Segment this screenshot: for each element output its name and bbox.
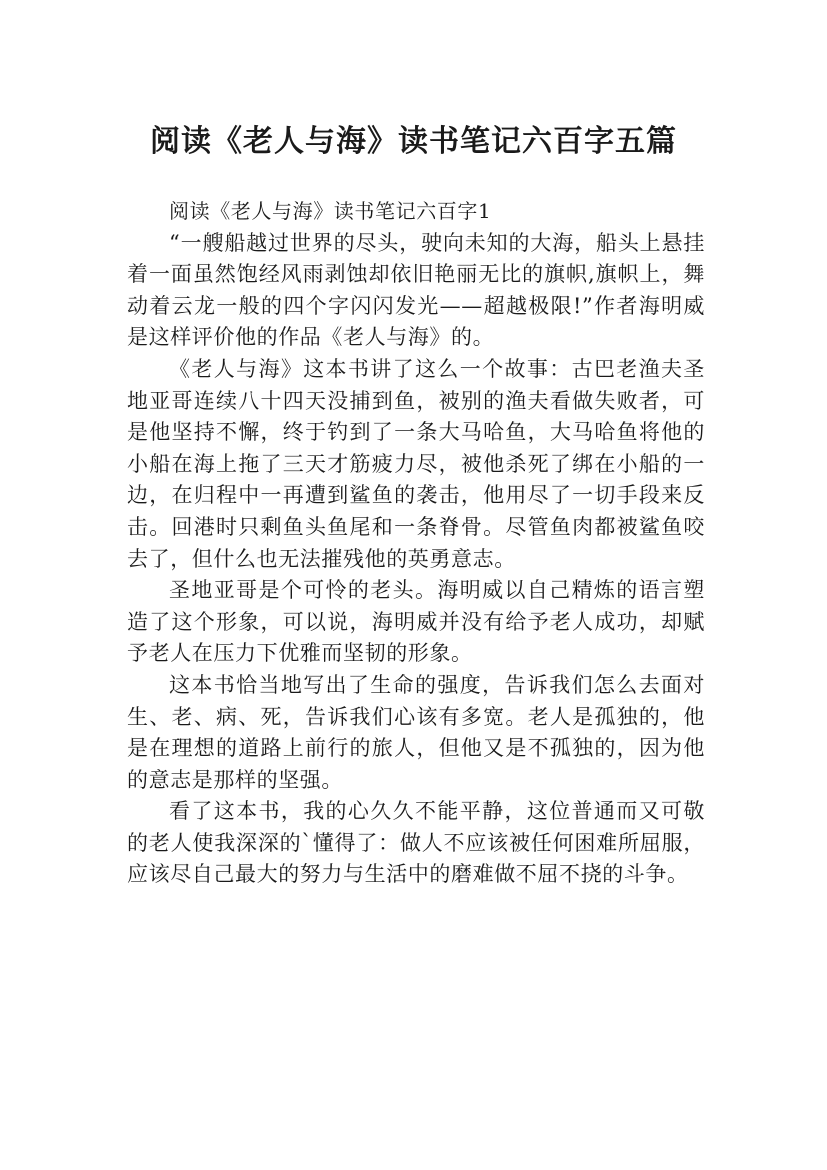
document-body	[127, 196, 705, 891]
paragraph-3: 圣地亚哥是个可怜的老头。海明威以自己精炼的语言塑造了这个形象，可以说，海明威并没有给予老人成功，却赋予老人在压力下优雅而坚韧的形象。	[127, 578, 705, 666]
document-title: 阅读《老人与海》读书笔记六百字五篇	[150, 124, 677, 160]
section-heading: 阅读《老人与海》读书笔记六百字1	[169, 199, 492, 223]
paragraph-2: 《老人与海》这本书讲了这么一个故事：古巴老渔夫圣地亚哥连续八十四天没捕到鱼，被别的渔夫看做失败者，可是他坚持不懈，终于钓到了一条大马哈鱼，大马哈鱼将他的小船在海上拖了三天才筋疲力尽，被他杀死了绑在小船的一边，在归程中一再遭到鲨鱼的袭击，他用尽了一切手段来反击。回港时只剩鱼头鱼尾和一条脊骨。尽管鱼肉都被鲨鱼咬去了，但什么也无法摧残他的英勇意志。	[127, 356, 705, 571]
paragraph-5: 看了这本书，我的心久久不能平静，这位普通而又可敬的老人使我深深的`懂得了：做人不应该被任何困难所屈服，应该尽自己最大的努力与生活中的磨难做不屈不挠的斗争。	[127, 799, 705, 887]
paragraph-4: 这本书恰当地写出了生命的强度，告诉我们怎么去面对生、老、病、死，告诉我们心该有多宽。老人是孤独的，他是在理想的道路上前行的旅人，但他又是不孤独的，因为他的意志是那样的坚强。	[127, 672, 705, 792]
paragraph-1: “一艘船越过世界的尽头，驶向未知的大海，船头上悬挂着一面虽然饱经风雨剥蚀却依旧艳丽无比的旗帜,旗帜上，舞动着云龙一般的四个字闪闪发光——超越极限!”作者海明威是这样评价他的作品《老人与海》的。	[127, 230, 705, 350]
